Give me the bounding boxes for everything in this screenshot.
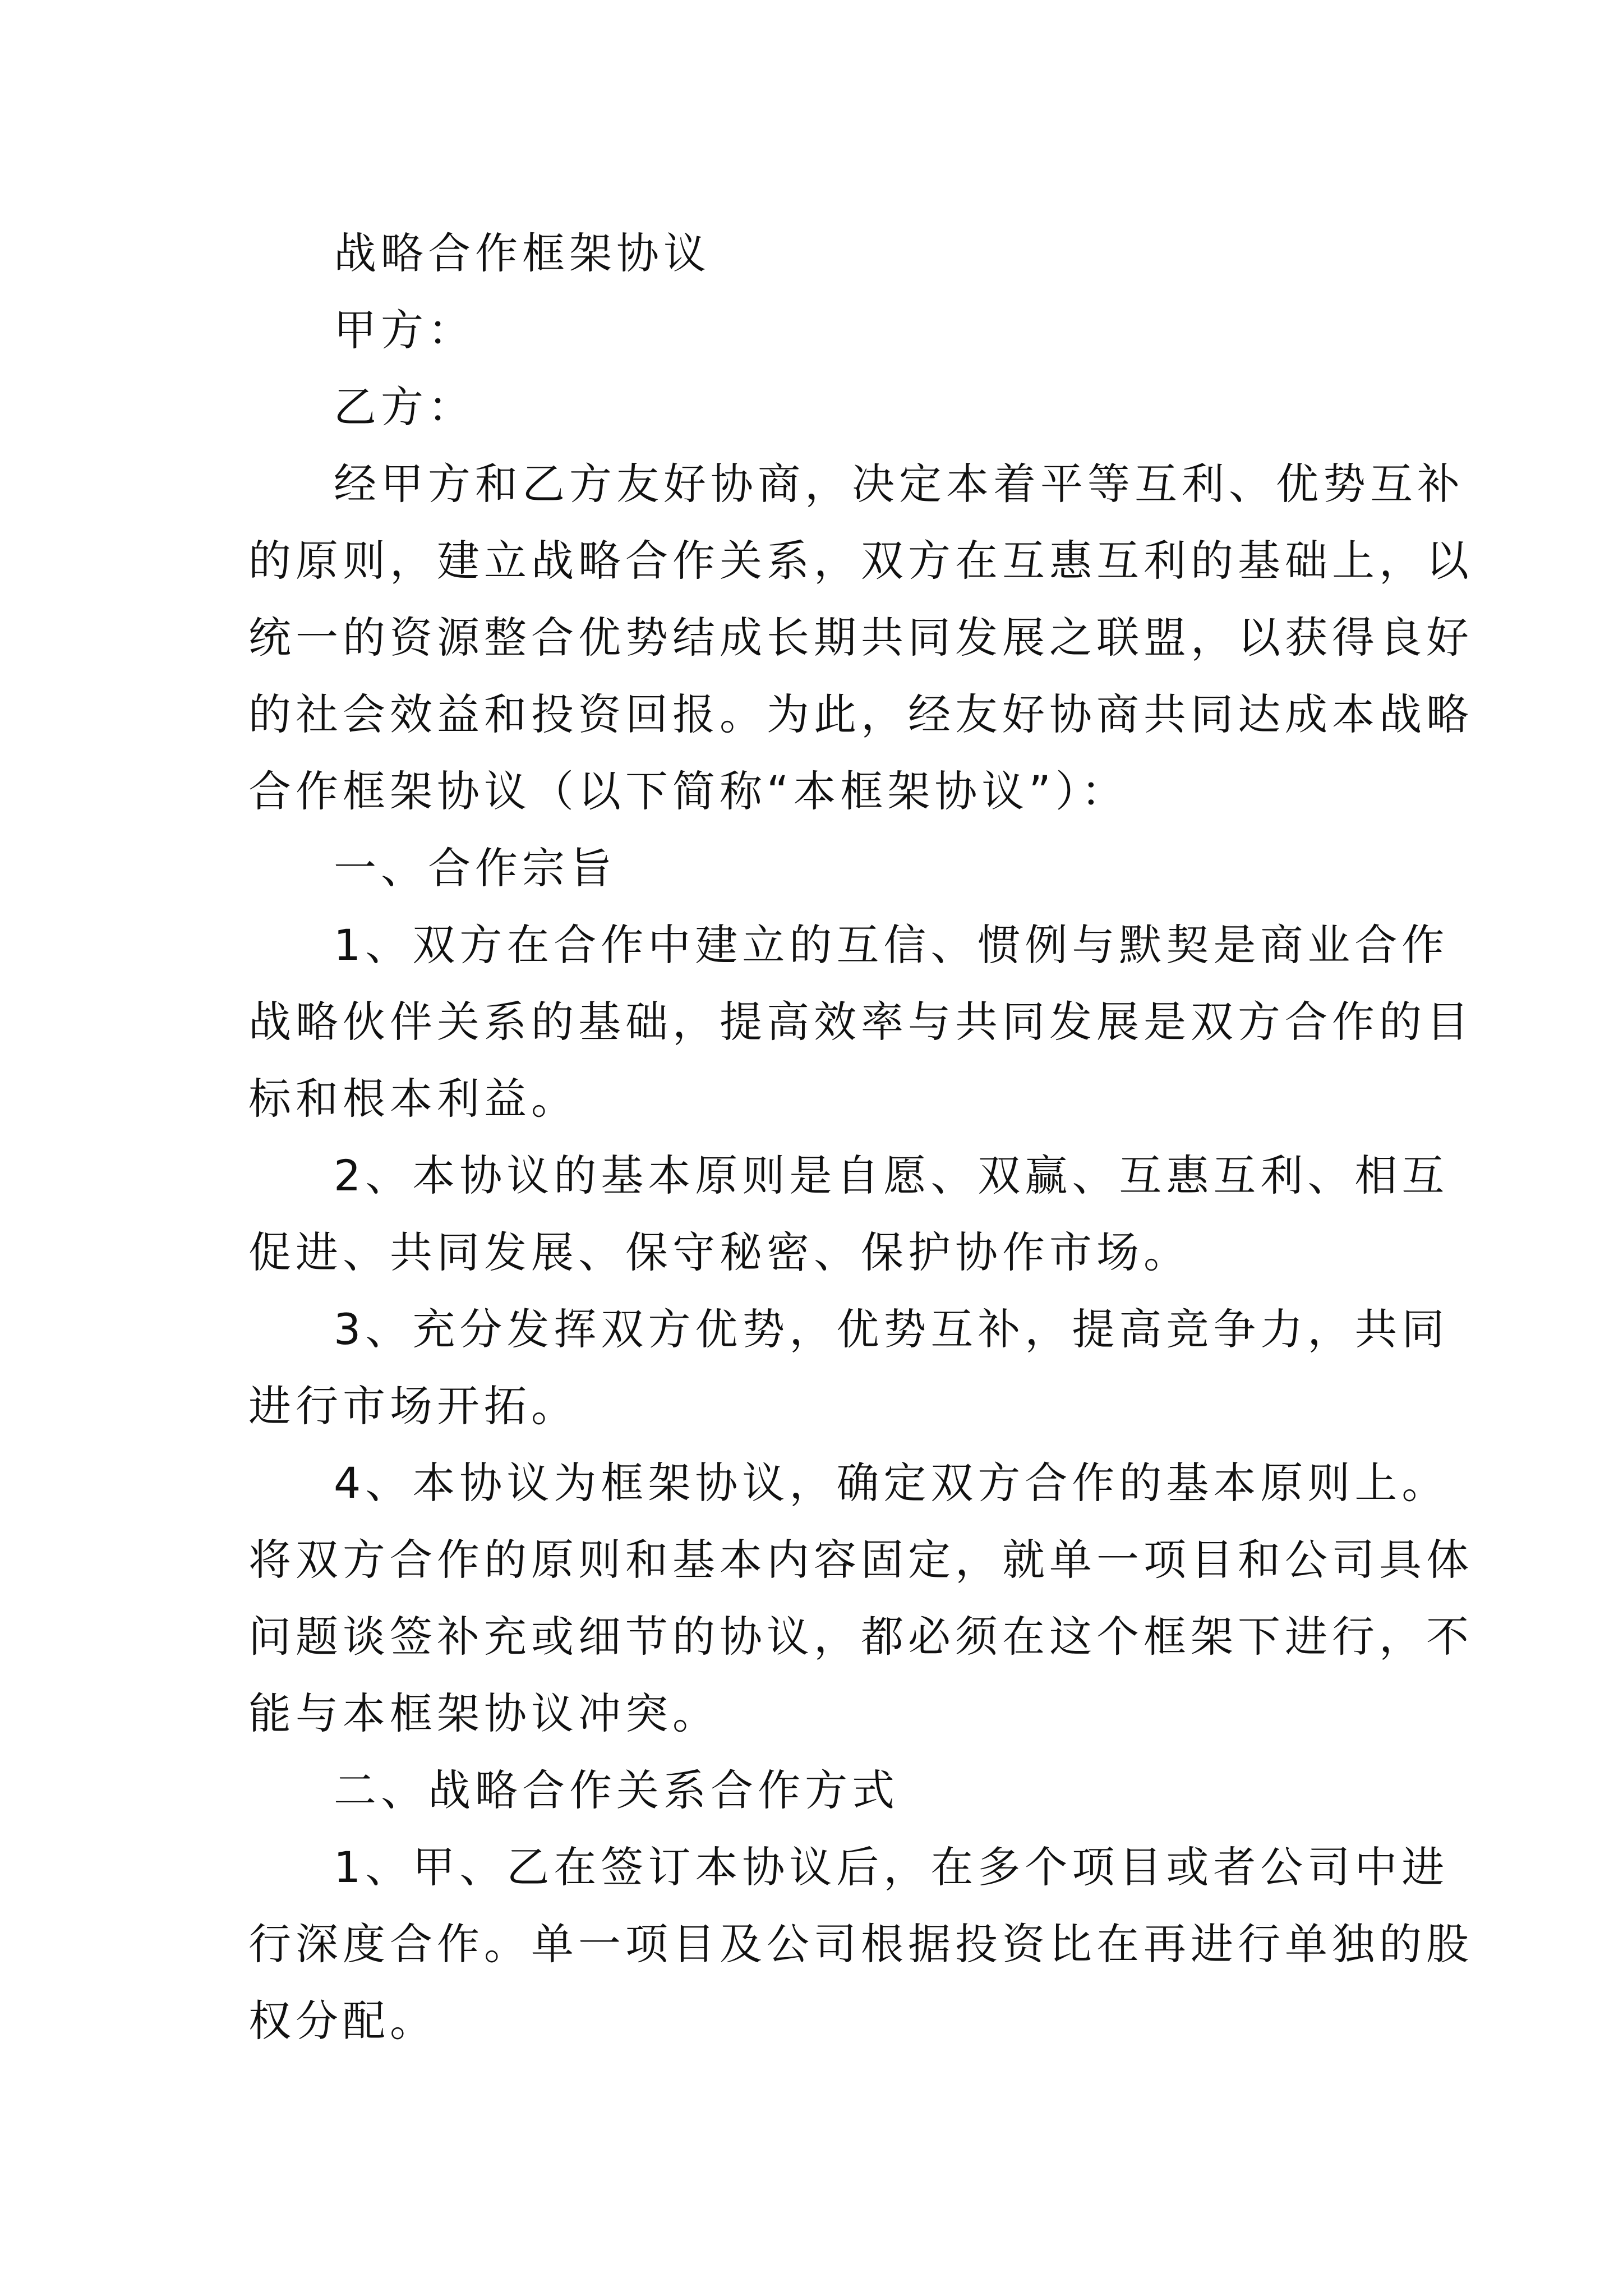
clause-line: 促进、共同发展、保守秘密、保护协作市场。 bbox=[248, 1227, 1191, 1277]
clause-line: 战略伙伴关系的基础，提高效率与共同发展是双方合作的目 bbox=[248, 997, 1473, 1047]
clause-line: 1、双方在合作中建立的互信、惯例与默契是商业合作 bbox=[334, 920, 1449, 970]
document-body bbox=[248, 215, 1473, 2059]
clause-line: 能与本框架协议冲突。 bbox=[248, 1688, 720, 1738]
party-b-line: 乙方： bbox=[334, 382, 475, 432]
clause-line: 1、甲、乙在签订本协议后，在多个项目或者公司中进 bbox=[334, 1842, 1449, 1892]
section-heading-2: 二、战略合作关系合作方式 bbox=[334, 1765, 899, 1815]
preamble-line: 的原则，建立战略合作关系，双方在互惠互利的基础上，以 bbox=[248, 536, 1473, 586]
clause-line: 问题谈签补充或细节的协议，都必须在这个框架下进行，不 bbox=[248, 1612, 1473, 1662]
preamble-line: 统一的资源整合优势结成长期共同发展之联盟，以获得良好 bbox=[248, 613, 1473, 662]
section-heading-1: 一、合作宗旨 bbox=[334, 843, 616, 893]
clause-line: 4、本协议为框架协议，确定双方合作的基本原则上。 bbox=[334, 1458, 1449, 1508]
clause-line: 3、充分发挥双方优势，优势互补，提高竞争力，共同 bbox=[334, 1304, 1449, 1354]
clause-line: 权分配。 bbox=[248, 1996, 437, 2046]
clause-line: 将双方合作的原则和基本内容固定，就单一项目和公司具体 bbox=[248, 1535, 1473, 1585]
clause-line: 行深度合作。单一项目及公司根据投资比在再进行单独的股 bbox=[248, 1919, 1473, 1969]
clause-line: 标和根本利益。 bbox=[248, 1074, 578, 1124]
document-title: 战略合作框架协议 bbox=[334, 228, 711, 278]
preamble-line: 的社会效益和投资回报。为此，经友好协商共同达成本战略 bbox=[248, 689, 1473, 739]
preamble-line: 经甲方和乙方友好协商，决定本着平等互利、优势互补 bbox=[334, 459, 1464, 509]
preamble-line: 合作框架协议（以下简称“本框架协议”）： bbox=[248, 766, 1128, 816]
party-a-line: 甲方： bbox=[334, 305, 475, 355]
clause-line: 2、本协议的基本原则是自愿、双赢、互惠互利、相互 bbox=[334, 1151, 1449, 1200]
clause-line: 进行市场开拓。 bbox=[248, 1381, 578, 1431]
